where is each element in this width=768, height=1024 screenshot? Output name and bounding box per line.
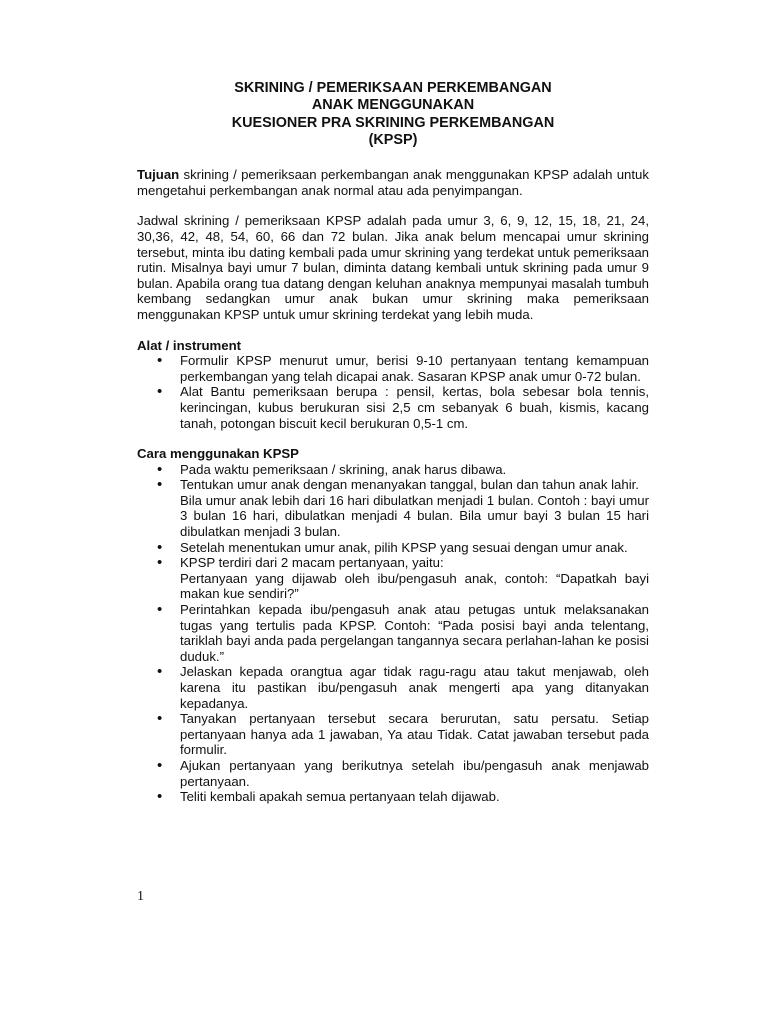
list-item-text: • Setelah menentukan umur anak, pilih KPSP yang sesuai dengan umur anak. bbox=[180, 539, 628, 555]
list-item bbox=[137, 664, 649, 711]
page-number: 1 bbox=[137, 889, 144, 904]
list-item bbox=[137, 477, 649, 539]
list-item-text: • Pada waktu pemeriksaan / skrining, anak harus dibawa. bbox=[180, 461, 507, 477]
tools-heading: Alat / instrument bbox=[137, 337, 242, 353]
list-item bbox=[137, 758, 649, 789]
usage-heading: Cara menggunakan KPSP bbox=[137, 446, 299, 462]
tools-list bbox=[137, 353, 649, 431]
list-item bbox=[137, 711, 649, 758]
list-item bbox=[137, 602, 649, 664]
document-title bbox=[137, 80, 649, 149]
document-page bbox=[137, 80, 649, 820]
list-item bbox=[137, 789, 649, 805]
list-item-text: • KPSP terdiri dari 2 macam pertanyaan, yaitu: bbox=[180, 555, 444, 571]
usage-list bbox=[137, 462, 649, 805]
intro-paragraph bbox=[137, 167, 649, 198]
title-line: ANAK MENGGUNAKAN bbox=[311, 97, 475, 114]
title-line: SKRINING / PEMERIKSAAN PERKEMBANGAN bbox=[234, 80, 552, 96]
intro-text: skrining / pemeriksaan perkembangan anak menggunakan KPSP adalah untuk mengetahui perkembangan anak normal atau ada penyimpangan. bbox=[137, 167, 649, 198]
list-item bbox=[137, 555, 649, 602]
title-line: (KPSP) bbox=[368, 131, 418, 148]
list-item-text: • Tanyakan pertanyaan tersebut secara berurutan, satu persatu. Setiap pertanyaan hanya ada 1 jawaban, Ya atau Tidak. Catat jawaban tersebut pada formulir. bbox=[180, 711, 649, 758]
list-item-text: • Tentukan umur anak dengan menanyakan tanggal, bulan dan tahun anak lahir. bbox=[180, 477, 639, 493]
list-item bbox=[137, 462, 649, 478]
list-item bbox=[137, 540, 649, 556]
title-line: KUESIONER PRA SKRINING PERKEMBANGAN bbox=[231, 114, 555, 131]
list-item-subtext: Bila umur anak lebih dari 16 hari dibulatkan menjadi 1 bulan. Contoh : bayi umur 3 bulan 16 hari, dibulatkan menjadi 4 bulan. Bila umur bayi 3 bulan 15 hari dibulatkan menjadi 3 bulan. bbox=[180, 492, 649, 540]
list-item: • Formulir KPSP menurut umur, berisi 9-10 pertanyaan tentang kemampuan perkembangan yang telah dicapai anak. Sasaran KPSP anak umur 0-72 bulan. bbox=[137, 353, 649, 384]
schedule-paragraph: Jadwal skrining / pemeriksaan KPSP adalah pada umur 3, 6, 9, 12, 15, 18, 21, 24, 30,36, 42, 48, 54, 60, 66 dan 72 bulan. Jika anak belum mencapai umur skrining tersebut, minta ibu dating kembali pada umur skrining yang terdekat untuk pemeriksaan rutin. Misalnya bayi umur 7 bulan, diminta datang kembali untuk skrining pada umur 9 bulan. Apabila orang tua datang dengan keluhan anaknya mempunyai masalah tumbuh kembang sedangkan umur anak bukan umur skrining maka pemeriksaan menggunakan KPSP untuk umur skrining terdekat yang lebih muda. bbox=[137, 213, 649, 322]
list-item-text: • Teliti kembali apakah semua pertanyaan telah dijawab. bbox=[180, 789, 500, 805]
list-item-text: • Jelaskan kepada orangtua agar tidak ragu-ragu atau takut menjawab, oleh karena itu pastikan ibu/pengasuh anak mengerti apa yang ditanyakan kepadanya. bbox=[180, 664, 649, 711]
list-item-subtext: Pertanyaan yang dijawab oleh ibu/pengasuh anak, contoh: “Dapatkah bayi makan kue sendiri?” bbox=[180, 570, 649, 602]
intro-lead: Tujuan bbox=[137, 167, 180, 183]
list-item-text: • Perintahkan kepada ibu/pengasuh anak atau petugas untuk melaksanakan tugas yang tertulis pada KPSP. Contoh: “Pada posisi bayi anda telentang, tariklah bayi anda pada pergelangan tangannya secara perlahan-lahan ke posisi duduk.” bbox=[180, 602, 649, 664]
list-item: • Alat Bantu pemeriksaan berupa : pensil, kertas, bola sebesar bola tennis, kerincingan, kubus berukuran sisi 2,5 cm sebanyak 6 buah, kismis, kacang tanah, potongan biscuit kecil berukuran 0,5-1 cm. bbox=[137, 384, 649, 431]
list-item-text: • Ajukan pertanyaan yang berikutnya setelah ibu/pengasuh anak menjawab pertanyaan. bbox=[180, 757, 649, 789]
